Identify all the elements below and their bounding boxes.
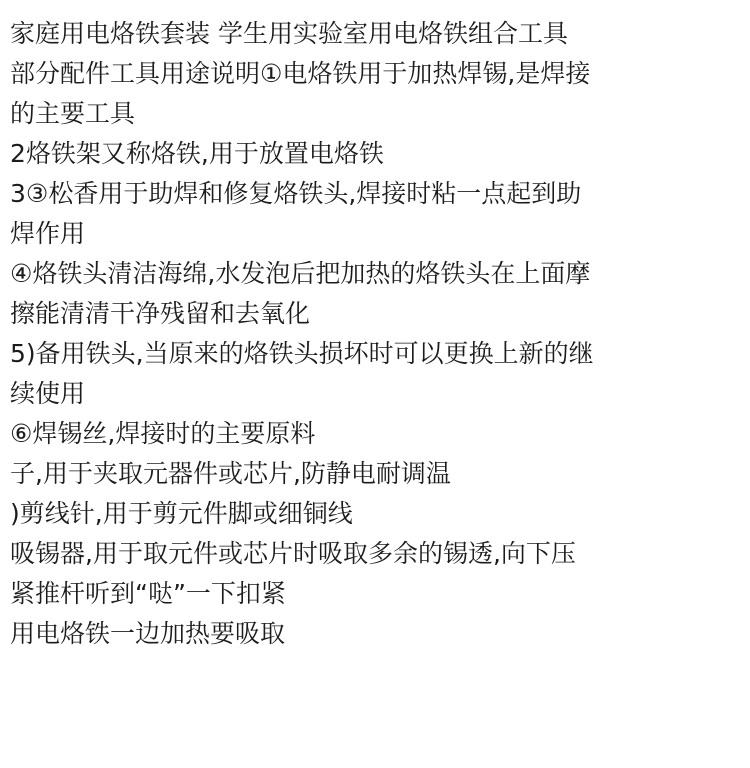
text-line: 家庭用电烙铁套装 学生用实验室用电烙铁组合工具 bbox=[10, 19, 568, 48]
text-line: 5)备用铁头,当原来的烙铁头损坏时可以更换上新的继 bbox=[10, 339, 594, 368]
text-line: 续使用 bbox=[10, 379, 86, 408]
text-line: 紧推杆听到“哒”一下扣紧 bbox=[10, 579, 286, 608]
text-line: 吸锡器,用于取元件或芯片时吸取多余的锡透,向下压 bbox=[10, 539, 576, 568]
text-line: 2烙铁架又称烙铁,用于放置电烙铁 bbox=[10, 139, 384, 168]
text-line: 子,用于夹取元器件或芯片,防静电耐调温 bbox=[10, 459, 451, 488]
text-line: 焊作用 bbox=[10, 219, 86, 248]
text-line: 擦能清清干净残留和去氧化 bbox=[10, 299, 311, 328]
text-line: 的主要工具 bbox=[10, 99, 136, 128]
text-line: )剪线针,用于剪元件脚或细铜线 bbox=[10, 499, 353, 528]
text-line: 部分配件工具用途说明①电烙铁用于加热焊锡,是焊接 bbox=[10, 59, 591, 88]
text-line: ④烙铁头清洁海绵,水发泡后把加热的烙铁头在上面摩 bbox=[10, 259, 591, 288]
text-line: 用电烙铁一边加热要吸取 bbox=[10, 619, 286, 648]
text-line: ⑥焊锡丝,焊接时的主要原料 bbox=[10, 419, 316, 448]
text-line: 3③松香用于助焊和修复烙铁头,焊接时粘一点起到助 bbox=[10, 179, 582, 208]
